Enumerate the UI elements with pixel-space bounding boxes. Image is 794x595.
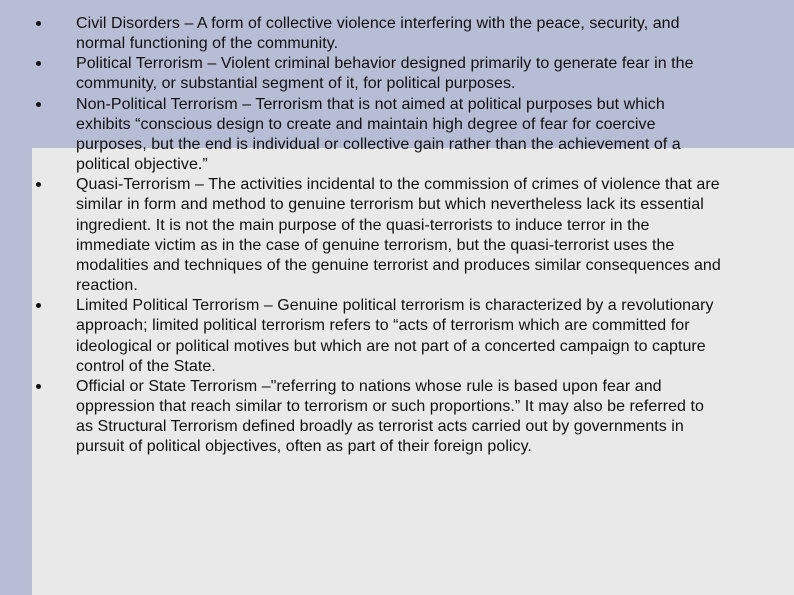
bullet-item-civil-disorders [0, 14, 722, 54]
bullet-dot-icon [36, 21, 41, 26]
bullet-item-political-terrorism [0, 54, 722, 94]
bullet-text: Non-Political Terrorism – Terrorism that is not aimed at political purposes but which exhibits “conscious design to create and maintain high degree of fear for coercive purposes, but the end is individual or collective gain rather than the achievement of a political objective.” [76, 95, 681, 174]
bullet-dot-icon [36, 303, 41, 308]
bullet-dot-icon [36, 182, 41, 187]
bullet-text: Limited Political Terrorism – Genuine political terrorism is characterized by a revolutionary approach; limited political terrorism refers to “acts of terrorism which are committed for ideological or political motives but which are not part of a concerted campaign to capture control of the State. [76, 297, 714, 375]
bullet-item-state-terrorism [0, 377, 722, 458]
bullet-list [0, 14, 794, 457]
bullet-item-non-political-terrorism [0, 95, 722, 176]
bullet-text: Civil Disorders – A form of collective violence interfering with the peace, security, and normal functioning of the community. [76, 15, 680, 53]
bullet-dot-icon [36, 102, 41, 107]
bullet-item-limited-political-terrorism [0, 296, 722, 377]
bullet-dot-icon [36, 61, 41, 66]
bullet-dot-icon [36, 384, 41, 389]
bullet-text: Official or State Terrorism –"referring to nations whose rule is based upon fear and oppression that reach similar to terrorism or such proportions.” It may also be referred to as Structural Terrorism defined broadly as terrorist acts carried out by governments in pursuit of political objectives, often as part of their foreign policy. [76, 377, 704, 456]
bullet-text: Political Terrorism – Violent criminal behavior designed primarily to generate fear in the community, or substantial segment of it, for political purposes. [76, 55, 694, 93]
bullet-text: Quasi-Terrorism – The activities incidental to the commission of crimes of violence that are similar in form and method to genuine terrorism but which nevertheless lack its essential ingredient. It is not the main purpose of the quasi-terrorists to induce terror in the immediate victim as in the case of genuine terrorism, but the quasi-terrorist uses the modalities and techniques of the genuine terrorist and produces similar consequences and reaction. [76, 176, 721, 295]
bullet-item-quasi-terrorism [0, 175, 722, 296]
